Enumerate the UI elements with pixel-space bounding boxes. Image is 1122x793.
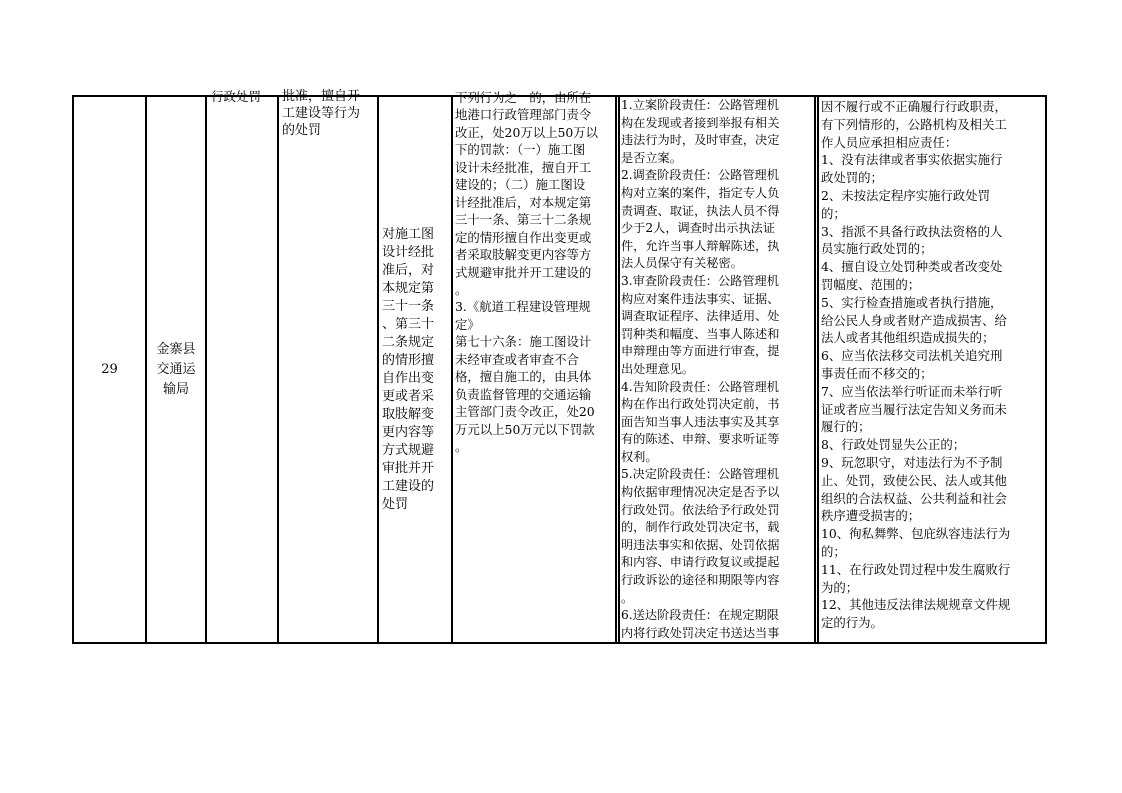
department-cell: [147, 97, 205, 642]
department-text: 金寨县 交通运 输局: [156, 341, 196, 397]
col-divider-8: [1045, 95, 1047, 644]
accountability-text: 因不履行或不正确履行行政职责， 有下列情形的，公路机构及相关工 作人员应承担相应责任： 1、没有法律或者事实依据实施行 政处罚的； 2、未按法定程序实施行政处罚 的； 3、指派不具备行政执法资格的人 员实施行政处罚的； 4、擅自设立处罚种类或者改变处 罚幅度、范围的； 5、实行检查措施或者执行措施， 给公民人身或者财产造成损害、给 法人或者其他组织造成损失的； 6、应当依法移交司法机关追究刑 事责任而不移交的； 7、应当依法举行听证而未举行听 证或者应当履行法定告知义务而未 履行的； 8、行政处罚显失公正的； 9、玩忽职守，对违法行为不予制 止、处罚，致使公民、法人或其他 组织的合法权益、公共利益和社会 秩序遭受损害的； 10、徇私舞弊、包庇纵容违法行为 的； 11、在行政处罚过程中发生腐败行 为的； 12、其他违反法律法规规章文件规 定的行为。: [821, 99, 1011, 631]
sub-item-cell: [379, 97, 451, 642]
item-name-cell: [279, 89, 377, 642]
responsibilities-cell: [620, 97, 814, 642]
category-cell: [207, 89, 277, 642]
legal-basis-cell: [453, 90, 615, 642]
table-bottom-border: [72, 642, 1047, 644]
row-number: [74, 97, 145, 642]
legal-basis-text: 下列行为之一的，由所在 地港口行政管理部门责令 改正，处20万以上50万以 下的罚款：（一）施工图 设计未经批准，擅自开工 建设的；（二）施工图设 计经批准后，对本规定第 三十一条、第三十二条规 定的情形擅自作出变更或 者采取肢解变更内容等方 式规避审批并开工建设的 。 3.《航道工程建设管理规 定》 第七十六条：施工图设计 未经审查或者审查不合 格，擅自施工的，由具体 负责监督管理的交通运输 主管部门责令改正，处20 万元以上50万元以下罚款 。: [455, 90, 599, 455]
responsibilities-text: 1.立案阶段责任：公路管理机 构在发现或者接到举报有相关 违法行为时，及时审查，决定 是否立案。 2.调查阶段责任：公路管理机 构对立案的案件，指定专人负 责调查、取证，执法人员不得 少于2人，调查时出示执法证 件，允许当事人辩解陈述，执 法人员保守有关秘密。 3.审查阶段责任：公路管理机 构应对案件违法事实、证据、 调查取证程序、法律适用、处 罚种类和幅度、当事人陈述和 申辩理由等方面进行审查，提 出处理意见。 4.告知阶段责任：公路管理机 构在作出行政处罚决定前，书 面告知当事人违法事实及其享 有的陈述、申辩、要求听证等 权利。 5.决定阶段责任：公路管理机 构依据审理情况决定是否予以 行政处罚。依法给予行政处罚 的，制作行政处罚决定书，载 明违法事实和依据、处罚依据 和内容、申请行政复议或提起 行政诉讼的途径和期限等内容 。 6.送达阶段责任：在规定期限 内将行政处罚决定书送达当事: [621, 98, 780, 640]
item-name-text: 批准，擅自开 工建设等行为 的处罚: [282, 89, 361, 139]
category-fragment-text: 行政处罚: [211, 89, 262, 104]
sub-item-text: 对施工图 设计经批 准后，对 本规定第 三十一条 、第三十 二条规定 的情形擅 自作出变 更或者采 取肢解变 更内容等 方式规避 审批并开 工建设的 处罚: [382, 226, 435, 512]
row-number-text: 29: [101, 362, 118, 377]
accountability-cell: [819, 97, 1045, 642]
